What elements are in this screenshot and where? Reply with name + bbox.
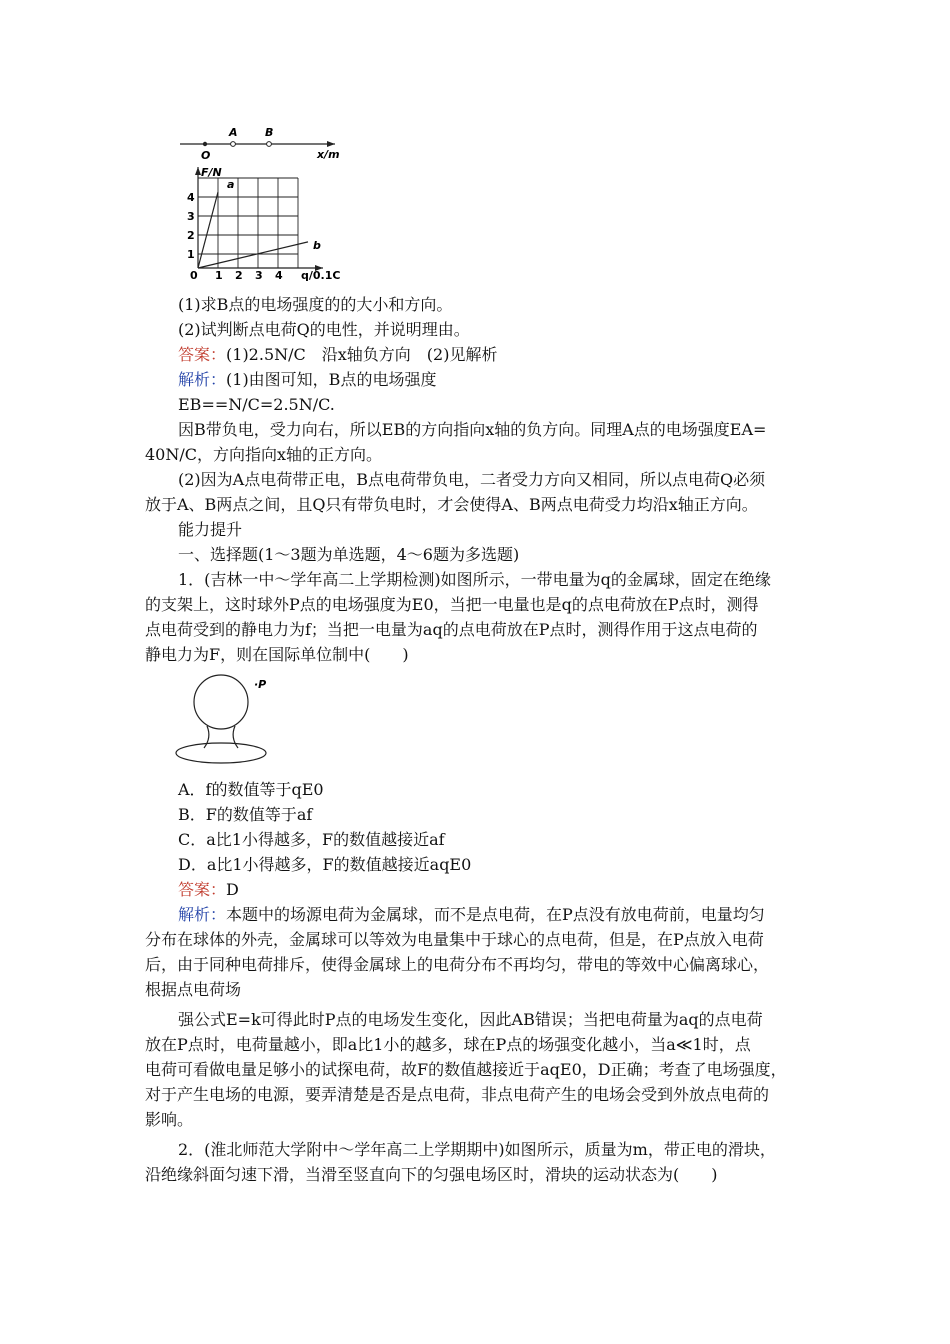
section-subtitle: 一、选择题(1～3题为单选题，4～6题为多选题) [178,545,520,564]
graph-origin: 0 [190,269,198,282]
analysis-line [178,368,436,392]
question-sub1: (1)求B点的电场强度的的大小和方向。 [178,295,453,314]
answer-text: D [226,880,239,899]
y-tick: 2 [187,229,195,242]
x-tick: 2 [235,269,243,282]
analysis-text: 根据点电荷场 [145,980,242,999]
paragraph-2a: (2)因为A点电荷带正电，B点电荷带负电，二者受力方向又相同，所以点电荷Q必须 [178,470,766,489]
x-tick: 1 [215,269,223,282]
problem1-line2: 的支架上，这时球外P点的电场强度为E0，当把一电量也是q的点电荷放在P点时，测得 [145,595,759,614]
figure-axis-and-graph [175,122,350,282]
analysis-text: 对于产生电场的电源，要弄清楚是否是点电荷，非点电荷产生的电场会受到外放点电荷的 [145,1085,770,1104]
analysis-text: 本题中的场源电荷为金属球，而不是点电荷，在P点没有放电荷前，电量均匀 [226,905,765,924]
analysis-line [178,903,765,927]
analysis-text: 放在P点时，电荷量越小，即a比1小的越多，球在P点的场强变化越小，当a≪1时，点 [145,1035,751,1054]
graph-x-label: q/0.1C [301,269,341,282]
analysis-text: 电荷可看做电量足够小的试探电荷，故F的数值越接近于aqE0，D正确；考查了电场强度， [145,1060,787,1079]
y-tick: 3 [187,210,195,223]
analysis-text: 影响。 [145,1110,194,1129]
y-tick: 1 [187,248,195,261]
x-tick: 3 [255,269,263,282]
problem1-line1: 1．(吉林一中～学年高二上学期检测)如图所示，一带电量为q的金属球，固定在绝缘 [178,570,771,589]
answer-label: 答案： [178,345,227,364]
paragraph-2b: 放于A、B两点之间，且Q只有带负电时，才会使得A、B两点电荷受力均沿x轴正方向。 [145,495,758,514]
series-label-b: b [313,239,321,252]
question-sub2: (2)试判断点电荷Q的电性，并说明理由。 [178,320,470,339]
section-title: 能力提升 [178,520,243,539]
analysis-label: 解析： [178,370,227,389]
option-c: C．a比1小得越多，F的数值越接近af [178,830,445,849]
x-tick: 4 [275,269,283,282]
problem2-line2: 沿绝缘斜面匀速下滑，当滑至竖直向下的匀强电场区时，滑块的运动状态为( ) [145,1165,718,1184]
option-d: D．a比1小得越多，F的数值越接近aqE0 [178,855,472,874]
point-B [267,142,272,147]
label-A: A [229,126,238,139]
label-x-m: x/m [317,148,340,161]
point-A [231,142,236,147]
answer-line [178,343,497,367]
y-tick-labels [187,191,195,261]
analysis-text: 强公式E=k可得此时P点的电场发生变化，因此AB错误；当把电荷量为aq的点电荷 [178,1010,763,1029]
label-P: ·P [254,678,267,691]
eb-formula: EB==N/C=2.5N/C. [178,395,335,414]
series-label-a: a [227,178,235,191]
y-tick: 4 [187,191,195,204]
analysis-text: 后，由于同种电荷排斥，使得金属球上的电荷分布不再均匀，带电的等效中心偏离球心， [145,955,770,974]
point-O [203,142,207,146]
analysis-label: 解析： [178,905,227,924]
answer-label: 答案： [178,880,227,899]
graph-y-label: F/N [201,166,222,179]
paragraph-1a: 因B带负电，受力向右，所以EB的方向指向x轴的负方向。同理A点的电场强度EA= [178,420,767,439]
problem2-line1: 2．(淮北师范大学附中～学年高二上学期期中)如图所示，质量为m，带正电的滑块， [178,1140,776,1159]
series-line-b [198,242,308,268]
analysis-text: (1)由图可知，B点的电场强度 [226,370,437,389]
option-a: A．f的数值等于qE0 [178,780,324,799]
answer-line [178,878,239,902]
paragraph-1b: 40N/C，方向指向x轴的正方向。 [145,445,383,464]
answer-text: (1)2.5N/C 沿x轴负方向 (2)见解析 [226,345,498,364]
label-B: B [265,126,274,139]
graph-grid [198,178,298,268]
problem1-line4: 静电力为F，则在国际单位制中( ) [145,645,409,664]
label-O: O [201,149,211,162]
analysis-text: 分布在球体的外壳，金属球可以等效为电量集中于球心的点电荷，但是，在P点放入电荷 [145,930,764,949]
x-tick-labels [215,269,283,282]
series-line-a [198,192,218,268]
problem1-line3: 点电荷受到的静电力为f；当把一电量为aq的点电荷放在P点时，测得作用于这点电荷的 [145,620,758,639]
figure-metal-sphere [174,670,274,770]
option-b: B．F的数值等于af [178,805,313,824]
